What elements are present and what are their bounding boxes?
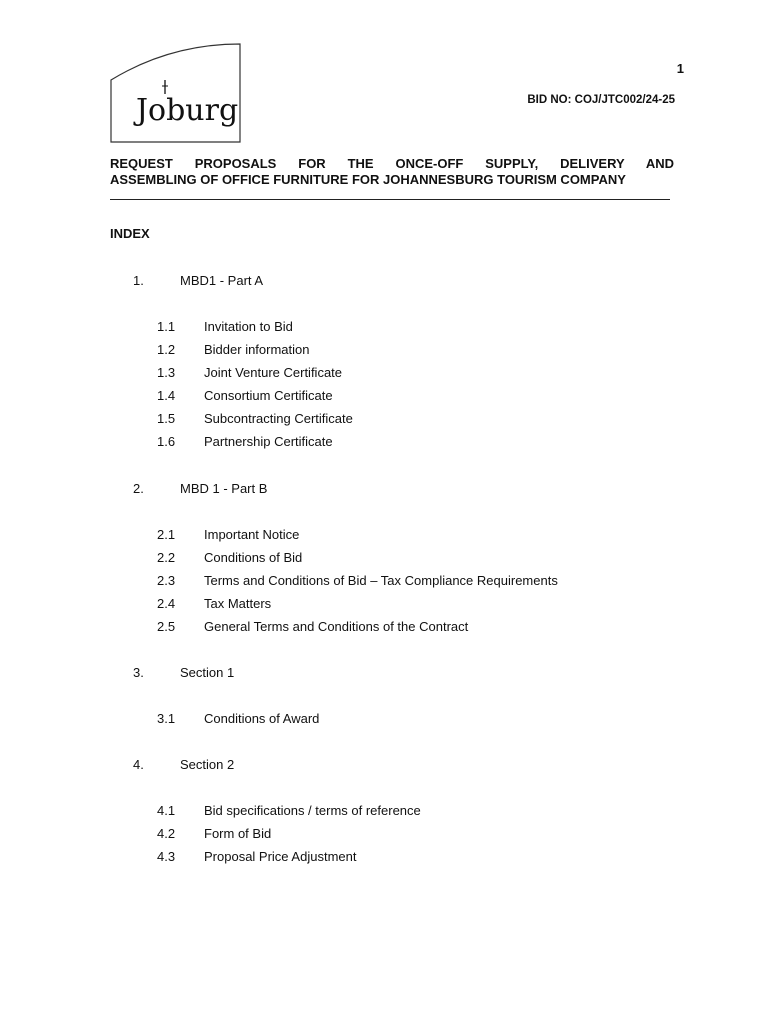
item-title: Important Notice [204,527,300,542]
item-title: Joint Venture Certificate [204,365,343,380]
item-number: 3.1 [157,711,176,726]
item-number: 1.3 [157,365,176,380]
item-number: 2.1 [157,527,176,542]
item-title: Form of Bid [204,826,272,841]
item-title: Consortium Certificate [204,388,333,403]
section-number: 4. [133,757,144,772]
title-line-2: ASSEMBLING OF OFFICE FURNITURE FOR JOHANNESBURG TOURISM COMPANY [110,172,626,187]
section-title: MBD 1 - Part B [180,481,268,496]
item-title: General Terms and Conditions of the Contract [204,619,469,634]
section-number: 3. [133,665,144,680]
item-number: 2.2 [157,550,176,565]
title-underline [110,199,670,200]
item-title: Subcontracting Certificate [204,411,353,426]
item-title: Tax Matters [204,596,272,611]
item-number: 4.2 [157,826,176,841]
item-title: Partnership Certificate [204,434,333,449]
item-title: Bidder information [204,342,310,357]
joburg-logo [110,42,242,144]
section-title: Section 1 [180,665,235,680]
item-number: 1.1 [157,319,176,334]
item-title: Proposal Price Adjustment [204,849,357,864]
page-number: 1 [676,61,684,76]
item-number: 1.2 [157,342,176,357]
item-title: Conditions of Award [204,711,320,726]
document-title [110,156,674,188]
section-title: Section 2 [180,757,235,772]
index-heading: INDEX [110,226,150,241]
item-number: 2.4 [157,596,176,611]
logo-text: Joburg [136,93,239,128]
item-title: Invitation to Bid [204,319,293,334]
item-number: 2.3 [157,573,176,588]
item-title: Bid specifications / terms of reference [204,803,421,818]
section-number: 2. [133,481,144,496]
item-number: 4.1 [157,803,176,818]
section-number: 1. [133,273,144,288]
title-line-1: REQUEST PROPOSALS FOR THE ONCE-OFF SUPPLY, DELIVERY AND [110,156,674,171]
section-title: MBD1 - Part A [180,273,264,288]
item-number: 1.4 [157,388,176,403]
item-number: 1.5 [157,411,176,426]
item-number: 1.6 [157,434,176,449]
item-number: 2.5 [157,619,176,634]
item-title: Terms and Conditions of Bid – Tax Compliance Requirements [204,573,558,588]
item-title: Conditions of Bid [204,550,303,565]
bid-number: BID NO: COJ/JTC002/24-25 [527,94,675,106]
item-number: 4.3 [157,849,176,864]
